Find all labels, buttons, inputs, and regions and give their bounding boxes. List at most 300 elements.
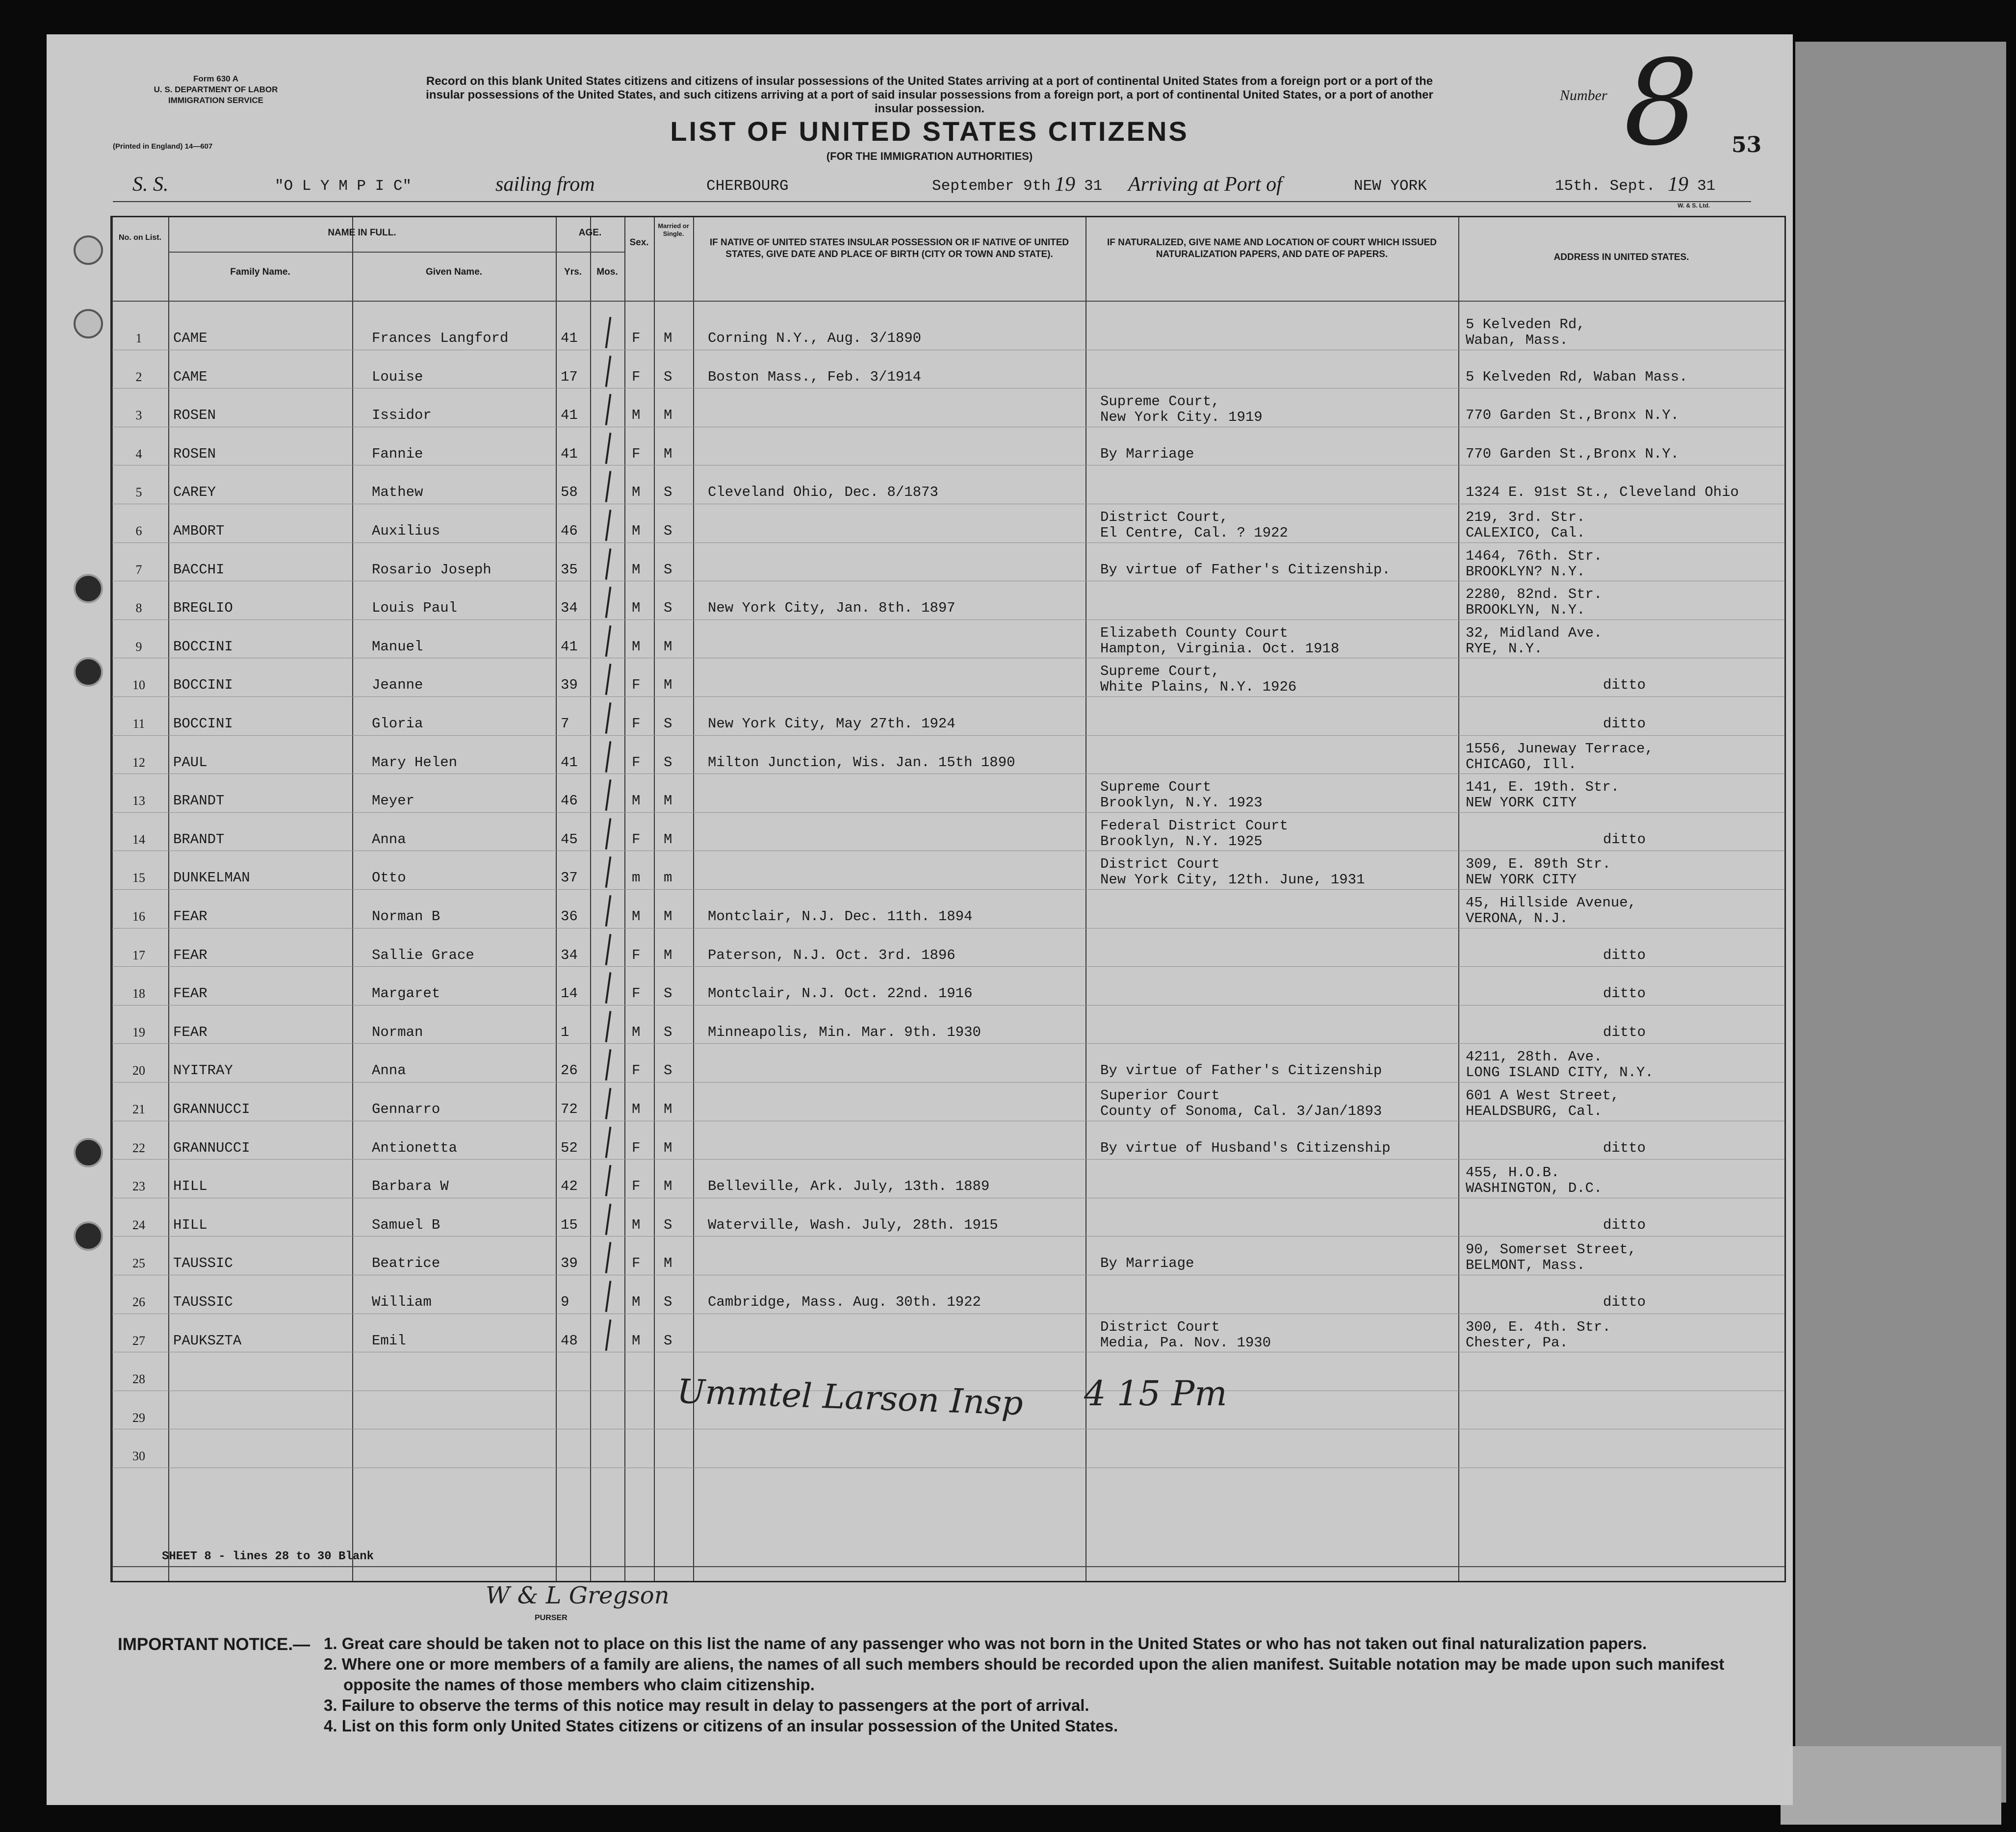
address-line: Waban, Mass. xyxy=(1466,332,1568,348)
check-tick xyxy=(605,1242,612,1273)
marital-status: M xyxy=(664,831,672,848)
table-row xyxy=(112,930,1784,968)
marital-status: M xyxy=(664,1101,672,1117)
family-name: PAUL xyxy=(173,754,207,771)
sex: F xyxy=(632,677,641,694)
row-number: 10 xyxy=(132,678,145,693)
table-row xyxy=(112,891,1784,929)
given-name: Gennarro xyxy=(372,1101,440,1117)
age-years: 41 xyxy=(561,445,578,462)
given-name: Otto xyxy=(372,870,406,886)
sex: M xyxy=(632,523,641,539)
marital-status: S xyxy=(664,523,672,539)
row-number: 28 xyxy=(132,1372,145,1387)
check-tick xyxy=(605,625,612,657)
sex: F xyxy=(632,754,641,771)
check-tick xyxy=(605,1204,612,1235)
marital-status: S xyxy=(664,1024,672,1040)
row-number: 4 xyxy=(135,446,142,461)
address-line: CALEXICO, Cal. xyxy=(1466,525,1585,541)
sex: F xyxy=(632,985,641,1002)
number-label: Number xyxy=(1560,87,1607,103)
given-name: Sallie Grace xyxy=(372,947,474,963)
check-tick xyxy=(605,972,612,1004)
table-row xyxy=(112,429,1784,467)
family-name: FEAR xyxy=(173,985,207,1002)
notice-item: 2. Where one or more members of a family are aliens, the names of all such members should be recorded upon the alien manifest. Suitable notation may be made upon such manifest opposite the names of those members who claim citizenship. xyxy=(324,1655,1725,1694)
check-tick xyxy=(605,587,612,618)
table-row xyxy=(112,1161,1784,1199)
marital-status: S xyxy=(664,561,672,578)
form-header xyxy=(113,74,319,106)
arrival-port: NEW YORK xyxy=(1354,178,1427,195)
birth-place-date: Cleveland Ohio, Dec. 8/1873 xyxy=(708,484,938,501)
age-years: 41 xyxy=(561,407,578,424)
naturalization-line: Supreme Court, xyxy=(1100,393,1220,410)
given-name: Norman xyxy=(372,1024,423,1040)
punch-hole xyxy=(74,235,103,265)
naturalization-line: District Court xyxy=(1100,856,1220,873)
naturalization-line: El Centre, Cal. ? 1922 xyxy=(1100,525,1288,541)
notice-item: 1. Great care should be taken not to place on this list the name of any passenger who was not born in the United States or who has not taken out final naturalization papers. xyxy=(324,1634,1647,1652)
family-name: BREGLIO xyxy=(173,600,233,617)
family-name: BOCCINI xyxy=(173,638,233,655)
sailing-date: September 9th xyxy=(932,178,1051,195)
row-number: 12 xyxy=(132,755,145,770)
sheet-number-handwritten: 8 xyxy=(1624,34,1699,172)
given-name: Louis Paul xyxy=(372,600,458,617)
check-tick xyxy=(605,317,612,348)
check-tick xyxy=(605,394,612,425)
birth-place-date: Montclair, N.J. Oct. 22nd. 1916 xyxy=(708,985,973,1002)
check-tick xyxy=(605,1011,612,1042)
table-row xyxy=(112,621,1784,660)
given-name: Beatrice xyxy=(372,1255,440,1272)
naturalization-line: Brooklyn, N.Y. 1923 xyxy=(1100,795,1263,811)
sex: M xyxy=(632,638,641,655)
purser-signature: W & L Gregson xyxy=(486,1582,670,1609)
age-years: 58 xyxy=(561,484,578,501)
row-number: 18 xyxy=(132,986,145,1001)
address-line: 770 Garden St.,Bronx N.Y. xyxy=(1466,445,1680,462)
address-line: WASHINGTON, D.C. xyxy=(1466,1180,1602,1197)
given-name: Antionetta xyxy=(372,1139,458,1156)
table-row xyxy=(112,1045,1784,1084)
given-name: Gloria xyxy=(372,716,423,732)
page-number: 53 xyxy=(1732,132,1762,157)
address-line: 141, E. 19th. Str. xyxy=(1466,779,1620,796)
row-number: 27 xyxy=(132,1333,145,1348)
family-name: CAME xyxy=(173,368,207,385)
family-name: FEAR xyxy=(173,1024,207,1040)
table-row xyxy=(112,737,1784,775)
col-family-name: Family Name. xyxy=(230,267,290,277)
given-name: Manuel xyxy=(372,638,423,655)
row-number: 2 xyxy=(135,369,142,384)
service: IMMIGRATION SERVICE xyxy=(168,96,263,105)
col-age: AGE. xyxy=(578,228,602,238)
age-years: 34 xyxy=(561,600,578,617)
sex: M xyxy=(632,908,641,925)
address-line: 601 A West Street, xyxy=(1466,1087,1620,1104)
sex: M xyxy=(632,1294,641,1310)
given-name: Anna xyxy=(372,831,406,848)
sex: M xyxy=(632,484,641,501)
sex: F xyxy=(632,330,641,346)
sex: F xyxy=(632,1255,641,1272)
sex: F xyxy=(632,368,641,385)
departure-port: CHERBOURG xyxy=(706,178,789,195)
marital-status: M xyxy=(664,1178,672,1195)
back-sheet xyxy=(1795,42,2006,1803)
marital-status: S xyxy=(664,600,672,617)
table-row xyxy=(112,1200,1784,1238)
birth-place-date: Cambridge, Mass. Aug. 30th. 1922 xyxy=(708,1294,981,1310)
age-years: 15 xyxy=(561,1216,578,1233)
age-years: 41 xyxy=(561,754,578,771)
table-row xyxy=(112,814,1784,852)
sex: m xyxy=(632,870,641,886)
marital-status: S xyxy=(664,1216,672,1233)
age-years: 34 xyxy=(561,947,578,963)
marital-status: M xyxy=(664,1255,672,1272)
check-tick xyxy=(605,856,612,888)
naturalization-line: Elizabeth County Court xyxy=(1100,624,1288,641)
sex: F xyxy=(632,1178,641,1195)
row-number: 7 xyxy=(135,562,142,577)
col-married-single: Married or Single. xyxy=(658,222,689,237)
age-years: 41 xyxy=(561,330,578,346)
address-line: 770 Garden St.,Bronx N.Y. xyxy=(1466,407,1680,424)
table-row xyxy=(112,968,1784,1006)
address-line: ditto xyxy=(1603,716,1646,732)
given-name: Samuel B xyxy=(372,1216,440,1233)
marital-status: S xyxy=(664,1294,672,1310)
col-native-birth: IF NATIVE OF UNITED STATES INSULAR POSSESSION OR IF NATIVE OF UNITED STATES, GIVE DATE AND PLACE OF BIRTH (CITY OR TOWN AND STATE). xyxy=(709,237,1069,259)
given-name: Louise xyxy=(372,368,423,385)
marital-status: S xyxy=(664,484,672,501)
family-name: TAUSSIC xyxy=(173,1294,233,1310)
given-name: Anna xyxy=(372,1062,406,1079)
family-name: ROSEN xyxy=(173,445,216,462)
address-line: NEW YORK CITY xyxy=(1466,872,1577,888)
sex: M xyxy=(632,600,641,617)
check-tick xyxy=(605,664,612,695)
family-name: BRANDT xyxy=(173,793,225,809)
arriving-label: Arriving at Port of xyxy=(1128,173,1282,196)
birth-place-date: Corning N.Y., Aug. 3/1890 xyxy=(708,330,922,346)
address-line: 1464, 76th. Str. xyxy=(1466,547,1602,564)
marital-status: M xyxy=(664,793,672,809)
address-line: BROOKLYN, N.Y. xyxy=(1466,602,1585,619)
given-name: Issidor xyxy=(372,407,432,424)
address-line: Chester, Pa. xyxy=(1466,1334,1568,1351)
age-years: 39 xyxy=(561,677,578,694)
marital-status: M xyxy=(664,908,672,925)
sex: M xyxy=(632,1332,641,1349)
address-line: ditto xyxy=(1603,947,1646,963)
naturalization-line: White Plains, N.Y. 1926 xyxy=(1100,679,1297,696)
table-row xyxy=(112,852,1784,891)
table-row xyxy=(112,660,1784,698)
address-line: ditto xyxy=(1603,1216,1646,1233)
punch-hole xyxy=(74,1221,103,1251)
col-mos: Mos. xyxy=(596,267,618,277)
row-number: 15 xyxy=(132,871,145,885)
table-row xyxy=(112,583,1784,621)
address-line: ditto xyxy=(1603,831,1646,848)
row-number: 16 xyxy=(132,909,145,924)
inspection-time: 4 15 Pm xyxy=(1084,1373,1227,1414)
address-line: 455, H.O.B. xyxy=(1466,1164,1560,1181)
naturalization-line: By Marriage xyxy=(1100,1255,1194,1272)
year-prefix: 19 xyxy=(1055,173,1075,196)
row-number: 1 xyxy=(135,331,142,345)
birth-place-date: Waterville, Wash. July, 28th. 1915 xyxy=(708,1216,998,1233)
row-number: 30 xyxy=(132,1449,145,1464)
col-naturalized: IF NATURALIZED, GIVE NAME AND LOCATION OF COURT WHICH ISSUED NATURALIZATION PAPERS, AND DATE OF PAPERS. xyxy=(1107,237,1437,259)
col-name-in-full: NAME IN FULL. xyxy=(328,228,396,238)
row-number: 22 xyxy=(132,1140,145,1155)
sex: M xyxy=(632,1216,641,1233)
table-row xyxy=(112,1431,1784,1469)
naturalization-line: Media, Pa. Nov. 1930 xyxy=(1100,1334,1271,1351)
address-line: 90, Somerset Street, xyxy=(1466,1241,1637,1258)
address-line: 5 Kelveden Rd, Waban Mass. xyxy=(1466,368,1688,385)
age-years: 45 xyxy=(561,831,578,848)
family-name: CAME xyxy=(173,330,207,346)
birth-place-date: Minneapolis, Min. Mar. 9th. 1930 xyxy=(708,1024,981,1040)
marital-status: S xyxy=(664,368,672,385)
address-line: 5 Kelveden Rd, xyxy=(1466,316,1585,333)
family-name: FEAR xyxy=(173,908,207,925)
family-name: HILL xyxy=(173,1216,207,1233)
check-tick xyxy=(605,356,612,387)
age-years: 46 xyxy=(561,523,578,539)
page-subtitle: (FOR THE IMMIGRATION AUTHORITIES) xyxy=(826,150,1033,162)
naturalization-line: By virtue of Father's Citizenship. xyxy=(1100,561,1391,578)
check-tick xyxy=(605,1049,612,1081)
check-tick xyxy=(605,471,612,502)
col-given-name: Given Name. xyxy=(425,267,483,277)
row-number: 14 xyxy=(132,832,145,847)
check-tick xyxy=(605,1088,612,1119)
row-number: 5 xyxy=(135,485,142,500)
check-tick xyxy=(605,779,612,811)
family-name: CAREY xyxy=(173,484,216,501)
given-name: Emil xyxy=(372,1332,406,1349)
row-number: 13 xyxy=(132,794,145,808)
age-years: 35 xyxy=(561,561,578,578)
address-line: RYE, N.Y. xyxy=(1466,640,1543,657)
table-row xyxy=(112,467,1784,505)
birth-place-date: Montclair, N.J. Dec. 11th. 1894 xyxy=(708,908,973,925)
inspector-signature: Ummtel Larson Insp xyxy=(676,1372,1024,1423)
marital-status: M xyxy=(664,407,672,424)
age-years: 36 xyxy=(561,908,578,925)
given-name: Rosario Joseph xyxy=(372,561,491,578)
naturalization-line: Federal District Court xyxy=(1100,817,1288,834)
family-name: GRANNUCCI xyxy=(173,1101,250,1117)
punch-hole xyxy=(74,657,103,687)
given-name: Meyer xyxy=(372,793,415,809)
passenger-table xyxy=(110,216,1786,1582)
family-name: PAUKSZTA xyxy=(173,1332,242,1349)
naturalization-line: Hampton, Virginia. Oct. 1918 xyxy=(1100,640,1340,657)
sailing-year: 31 xyxy=(1084,178,1103,195)
row-number: 3 xyxy=(135,408,142,423)
address-line: BROOKLYN? N.Y. xyxy=(1466,563,1585,580)
age-years: 26 xyxy=(561,1062,578,1079)
check-tick xyxy=(605,1127,612,1158)
table-row xyxy=(112,1277,1784,1315)
sex: M xyxy=(632,793,641,809)
record-instructions: Record on this blank United States citizens and citizens of insular possessions of the United States arriving at a port of continental United States from a foreign port or a port of the insular possessions of the United States, and such citizens arriving at a port of said insular possessions from a foreign port, a port of continental United States, or a port of another insular possession. xyxy=(426,75,1433,115)
naturalization-line: Brooklyn, N.Y. 1925 xyxy=(1100,833,1263,850)
col-no: No. on List. xyxy=(118,233,162,242)
birth-place-date: New York City, May 27th. 1924 xyxy=(708,716,956,732)
header-rule xyxy=(112,301,1784,302)
sex: F xyxy=(632,1139,641,1156)
row-number: 11 xyxy=(132,717,145,731)
table-row xyxy=(112,775,1784,814)
address-line: 219, 3rd. Str. xyxy=(1466,509,1585,525)
given-name: Mary Helen xyxy=(372,754,458,771)
notice-item: 3. Failure to observe the terms of this notice may result in delay to passengers at the port of arrival. xyxy=(324,1696,1089,1714)
check-tick xyxy=(605,818,612,850)
naturalization-line: Supreme Court, xyxy=(1100,663,1220,680)
family-name: GRANNUCCI xyxy=(173,1139,250,1156)
age-years: 41 xyxy=(561,638,578,655)
address-line: 1556, Juneway Terrace, xyxy=(1466,740,1654,757)
marital-status: M xyxy=(664,638,672,655)
address-line: 4211, 28th. Ave. xyxy=(1466,1049,1602,1065)
table-row xyxy=(112,506,1784,544)
address-line: ditto xyxy=(1603,677,1646,694)
sheet-note: SHEET 8 - lines 28 to 30 Blank xyxy=(162,1550,374,1563)
check-tick xyxy=(605,934,612,965)
sex: F xyxy=(632,831,641,848)
marital-status: M xyxy=(664,677,672,694)
table-row xyxy=(112,352,1784,390)
family-name: BOCCINI xyxy=(173,716,233,732)
sex: F xyxy=(632,445,641,462)
row-number: 17 xyxy=(132,948,145,962)
address-line: LONG ISLAND CITY, N.Y. xyxy=(1466,1064,1654,1081)
check-tick xyxy=(605,510,612,541)
purser-label: PURSER xyxy=(535,1614,568,1622)
given-name: Jeanne xyxy=(372,677,423,694)
family-name: FEAR xyxy=(173,947,207,963)
age-years: 14 xyxy=(561,985,578,1002)
naturalization-line: Superior Court xyxy=(1100,1087,1220,1104)
given-name: Frances Langford xyxy=(372,330,509,346)
address-line: ditto xyxy=(1603,985,1646,1002)
address-line: ditto xyxy=(1603,1024,1646,1040)
naturalization-line: District Court xyxy=(1100,1318,1220,1335)
address-line: ditto xyxy=(1603,1294,1646,1310)
check-tick xyxy=(605,702,612,734)
birth-place-date: Milton Junction, Wis. Jan. 15th 1890 xyxy=(708,754,1015,771)
given-name: Norman B xyxy=(372,908,440,925)
row-number: 29 xyxy=(132,1410,145,1425)
marital-status: M xyxy=(664,1139,672,1156)
marital-status: m xyxy=(664,870,672,886)
printer-mark: W. & S. Ltd. xyxy=(1678,202,1710,209)
birth-place-date: Boston Mass., Feb. 3/1914 xyxy=(708,368,922,385)
given-name: Margaret xyxy=(372,985,440,1002)
given-name: Barbara W xyxy=(372,1178,449,1195)
table-row xyxy=(112,1123,1784,1161)
row-number: 25 xyxy=(132,1256,145,1271)
printed-note: (Printed in England) 14—607 xyxy=(113,142,213,151)
address-line: ditto xyxy=(1603,1139,1646,1156)
table-row xyxy=(112,698,1784,737)
family-name: BRANDT xyxy=(173,831,225,848)
marital-status: S xyxy=(664,716,672,732)
marital-status: M xyxy=(664,947,672,963)
birth-place-date: Belleville, Ark. July, 13th. 1889 xyxy=(708,1178,990,1195)
check-tick xyxy=(605,741,612,773)
voyage-rule xyxy=(113,201,1751,202)
age-years: 37 xyxy=(561,870,578,886)
row-number: 21 xyxy=(132,1102,145,1116)
department: U. S. DEPARTMENT OF LABOR xyxy=(154,85,278,94)
row-number: 26 xyxy=(132,1295,145,1309)
row-number: 24 xyxy=(132,1217,145,1232)
age-years: 52 xyxy=(561,1139,578,1156)
family-name: DUNKELMAN xyxy=(173,870,250,886)
marital-status: S xyxy=(664,1062,672,1079)
given-name: Auxilius xyxy=(372,523,440,539)
sex: M xyxy=(632,1024,641,1040)
age-years: 17 xyxy=(561,368,578,385)
age-years: 48 xyxy=(561,1332,578,1349)
check-tick xyxy=(605,1281,612,1312)
col-yrs: Yrs. xyxy=(564,267,582,277)
sex: F xyxy=(632,716,641,732)
naturalization-line: New York City. 1919 xyxy=(1100,409,1263,426)
age-years: 42 xyxy=(561,1178,578,1195)
family-name: ROSEN xyxy=(173,407,216,424)
address-line: 300, E. 4th. Str. xyxy=(1466,1318,1611,1335)
address-line: VERONA, N.J. xyxy=(1466,910,1568,927)
sex: M xyxy=(632,561,641,578)
arrival-year: 31 xyxy=(1697,178,1716,195)
family-name: BOCCINI xyxy=(173,677,233,694)
naturalization-line: County of Sonoma, Cal. 3/Jan/1893 xyxy=(1100,1103,1382,1119)
age-years: 1 xyxy=(561,1024,569,1040)
age-years: 39 xyxy=(561,1255,578,1272)
punch-hole xyxy=(74,309,103,338)
check-tick xyxy=(605,433,612,464)
marital-status: M xyxy=(664,330,672,346)
arrival-date: 15th. Sept. xyxy=(1555,178,1655,195)
page-title: LIST OF UNITED STATES CITIZENS xyxy=(670,116,1189,147)
back-sheet-corner xyxy=(1781,1746,2001,1825)
voyage-line xyxy=(113,173,1751,202)
table-row xyxy=(112,1238,1784,1276)
birth-place-date: New York City, Jan. 8th. 1897 xyxy=(708,600,956,617)
age-years: 9 xyxy=(561,1294,569,1310)
family-name: AMBORT xyxy=(173,523,225,539)
naturalization-line: By virtue of Husband's Citizenship xyxy=(1100,1139,1391,1156)
row-number: 8 xyxy=(135,601,142,616)
check-tick xyxy=(605,895,612,927)
row-number: 20 xyxy=(132,1063,145,1078)
given-name: Fannie xyxy=(372,445,423,462)
sex: F xyxy=(632,1062,641,1079)
